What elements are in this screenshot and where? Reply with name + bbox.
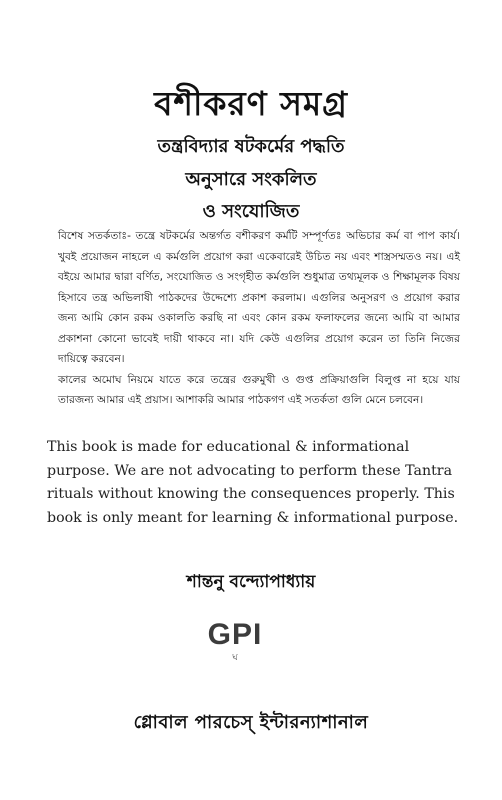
subtitle-line-3: ও সংযোজিত xyxy=(202,201,300,222)
publisher-logo-mark: ঘ xyxy=(232,653,238,663)
publisher-name: গ্লোবাল পারচেস্ ইন্টারন্যাশানাল xyxy=(133,712,369,733)
publisher-logo-text: GPI xyxy=(207,618,263,651)
subtitle-line-2: অনুসারে সংকলিত xyxy=(185,169,317,190)
warning-paragraph-1: বিশেষ সতর্কতাঃ- তন্ত্রে ষটকর্মের অন্তর্গত বশীকরণ কর্মটি সম্পূর্ণতঃ অভিচার কর্ম বা পাপ কার্য। খুবই প্রয়োজন নাহলে এ কর্মগুলি প্রয়োগ করা একেবারেই উচিত নয় এবং শাস্ত্রসম্মতও নয়। এই বইয়ে আমার দ্বারা বর্ণিত, সংযোজিত ও সংগৃহীত কর্মগুলি শুধুমাত্র তথ্যমূলক ও শিক্ষামূলক বিষয় হিসাবে তন্ত্র অভিলাষী পাঠকদের উদ্দেশ্যে প্রকাশ করলাম। এগুলির অনুসরণ ও প্রয়োগ করার জন্য আমি কোন রকম ওকালতি করছি না এবং কোন রকম ফলাফলের জন্যে আমি বা আমার প্রকাশনা কোনো ভাবেই দায়ী থাকবে না। যদি কেউ এগুলির প্রয়োগ করেন তা তিনি নিজের দায়িত্বে করবেন। xyxy=(58,230,460,365)
english-disclaimer: This book is made for educational & informational purpose. We are not advocating to perform these Tantra rituals without knowing the consequences properly. This book is only meant for learning & informational purpose. xyxy=(47,439,459,526)
author-name: শান্তনু বন্দ্যোপাধ্যায় xyxy=(186,572,316,592)
book-title: বশীকরণ সমগ্র xyxy=(154,84,348,123)
warning-notice xyxy=(58,226,460,411)
warning-paragraph-2: কালের অমোঘ নিয়মে যাতে করে তন্ত্রের গুরুমুখী ও গুপ্ত প্রক্রিয়াগুলি বিলুপ্ত না হয়ে যায় তারজন্য আমার এই প্রয়াস। আশাকরি আমার পাঠকগণ এই সতর্কতা গুলি মেনে চলবেন। xyxy=(58,373,460,406)
subtitle-line-1: তন্ত্রবিদ্যার ষটকর্মের পদ্ধতি xyxy=(157,136,345,157)
publisher-logo xyxy=(205,618,265,670)
